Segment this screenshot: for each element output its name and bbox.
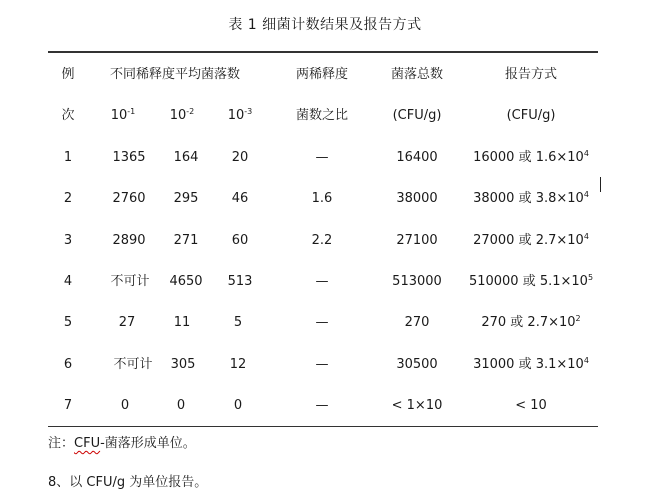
header-dilution-1: $10^{-1}$ (110, 107, 136, 123)
cell-dilution-3: 5 (233, 315, 243, 330)
header-example: 例 (61, 67, 75, 82)
header-dilution-3: $10^{-3}$ (227, 107, 253, 123)
cell-dilution-2: 0 (176, 398, 186, 413)
cell-total: 513000 (392, 274, 442, 289)
cell-dilution-3: 12 (229, 357, 247, 372)
cell-dilution-1: 2760 (112, 191, 146, 206)
cell-ratio: 2.2 (311, 233, 333, 248)
cell-report: 270 或 $2.7\times 10^2$ (481, 314, 581, 330)
cell-dilution-2: 295 (173, 191, 199, 206)
cell-total: 30500 (396, 357, 438, 372)
cell-dilution-2: 11 (173, 315, 191, 330)
table-top-rule (48, 51, 598, 53)
cell-report: 510000 或 $5.1\times 10^5$ (468, 273, 594, 289)
header-dilution-group: 不同稀释度平均菌落数 (110, 67, 241, 82)
cell-report: 38000 或 $3.8\times 10^4$ (473, 190, 589, 206)
row-id: 2 (63, 191, 73, 206)
header-report-unit: (CFU/g) (506, 108, 556, 123)
cell-ratio: — (315, 398, 329, 413)
cell-dilution-2: 4650 (169, 274, 203, 289)
cell-dilution-1: 不可计 (113, 357, 153, 372)
body-paragraph: 8、以 CFU/g 为单位报告。 (48, 475, 208, 490)
cell-dilution-1: 1365 (112, 150, 146, 165)
table-bottom-rule (48, 426, 598, 427)
cell-dilution-3: 20 (231, 150, 249, 165)
text-cursor (600, 177, 601, 192)
row-id: 3 (63, 233, 73, 248)
note-prefix: 注： (48, 436, 75, 451)
cell-dilution-2: 271 (173, 233, 199, 248)
row-id: 4 (63, 274, 73, 289)
row-id: 7 (63, 398, 73, 413)
cell-report: < 10 (515, 398, 547, 413)
header-dilution-2: $10^{-2}$ (169, 107, 195, 123)
cell-total: 27100 (396, 233, 438, 248)
cell-dilution-2: 164 (173, 150, 199, 165)
header-example-2: 次 (61, 108, 75, 123)
cell-report: 31000 或 $3.1\times 10^4$ (473, 356, 589, 372)
header-ratio: 两稀释度 (295, 67, 349, 82)
cell-total: 38000 (396, 191, 438, 206)
cell-dilution-1: 27 (118, 315, 136, 330)
row-id: 6 (63, 357, 73, 372)
cell-dilution-1: 0 (120, 398, 130, 413)
header-ratio-2: 菌数之比 (295, 108, 349, 123)
cell-dilution-3: 60 (231, 233, 249, 248)
cell-dilution-2: 305 (170, 357, 196, 372)
note-rest: -菌落形成单位。 (100, 436, 196, 451)
cell-ratio: — (315, 150, 329, 165)
cell-total: < 1×10 (391, 398, 443, 413)
cell-ratio: — (315, 315, 329, 330)
header-total: 菌落总数 (390, 67, 444, 82)
cell-dilution-1: 2890 (112, 233, 146, 248)
header-total-unit: (CFU/g) (392, 108, 442, 123)
cell-ratio: — (315, 274, 329, 289)
header-report: 报告方式 (504, 67, 558, 82)
cell-total: 16400 (396, 150, 438, 165)
cell-report: 27000 或 $2.7\times 10^4$ (473, 232, 589, 248)
cell-report: 16000 或 $1.6\times 10^4$ (473, 149, 589, 165)
cell-ratio: 1.6 (311, 191, 333, 206)
cell-dilution-1: 不可计 (110, 274, 150, 289)
cell-dilution-3: 0 (233, 398, 243, 413)
cell-dilution-3: 513 (227, 274, 253, 289)
note-abbr: CFU (74, 436, 101, 451)
row-id: 5 (63, 315, 73, 330)
table-note (48, 432, 196, 451)
table-title: 表 1 细菌计数结果及报告方式 (228, 17, 422, 33)
cell-ratio: — (315, 357, 329, 372)
cell-dilution-3: 46 (231, 191, 249, 206)
row-id: 1 (63, 150, 73, 165)
cell-total: 270 (404, 315, 430, 330)
